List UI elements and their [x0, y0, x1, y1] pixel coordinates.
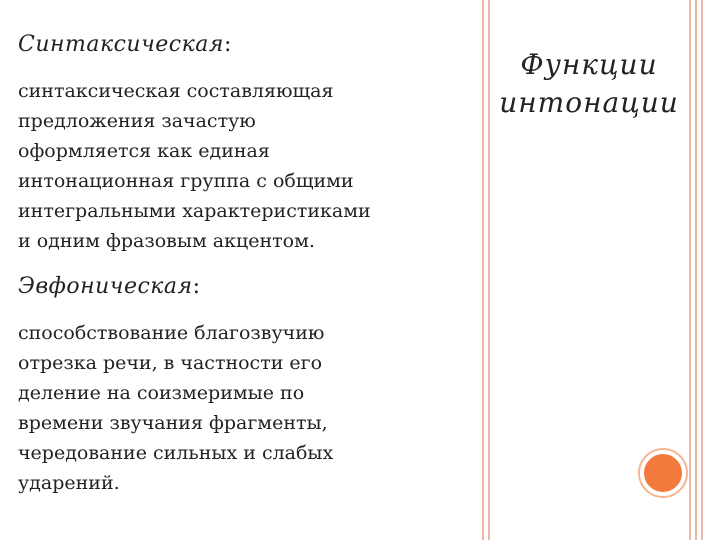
euphonic-heading	[18, 270, 478, 304]
decorative-rail	[695, 0, 697, 540]
paragraph-line: оформляется как единая	[18, 140, 270, 162]
paragraph-line: отрезка речи, в частности его	[18, 352, 323, 374]
syntactic-heading	[18, 28, 478, 62]
euphonic-heading-colon: :	[192, 274, 201, 299]
euphonic-heading-text: Эвфоническая	[18, 274, 193, 299]
euphonic-paragraph	[18, 318, 478, 498]
paragraph-line: деление на соизмеримые по	[18, 382, 305, 404]
slide-title-line: Функции	[520, 48, 658, 81]
decorative-circle-icon	[640, 450, 686, 496]
syntactic-heading-text: Синтаксическая	[18, 32, 224, 57]
syntactic-paragraph	[18, 76, 478, 256]
decorative-rail	[482, 0, 484, 540]
left-content	[18, 28, 478, 498]
syntactic-heading-colon: :	[223, 32, 232, 57]
paragraph-line: ударений.	[18, 472, 120, 494]
decorative-rail	[701, 0, 703, 540]
paragraph-line: предложения зачастую	[18, 110, 256, 132]
paragraph-line: интонационная группа с общими	[18, 170, 354, 192]
slide-title	[496, 46, 682, 122]
paragraph-line: способствование благозвучию	[18, 322, 325, 344]
paragraph-line: и одним фразовым акцентом.	[18, 230, 315, 252]
slide-title-line: интонации	[499, 86, 679, 119]
paragraph-line: времени звучания фрагменты,	[18, 412, 328, 434]
decorative-rail	[488, 0, 490, 540]
paragraph-line: чередование сильных и слабых	[18, 442, 334, 464]
paragraph-line: синтаксическая составляющая	[18, 80, 334, 102]
paragraph-line: интегральными характеристиками	[18, 200, 371, 222]
decorative-rail	[689, 0, 691, 540]
